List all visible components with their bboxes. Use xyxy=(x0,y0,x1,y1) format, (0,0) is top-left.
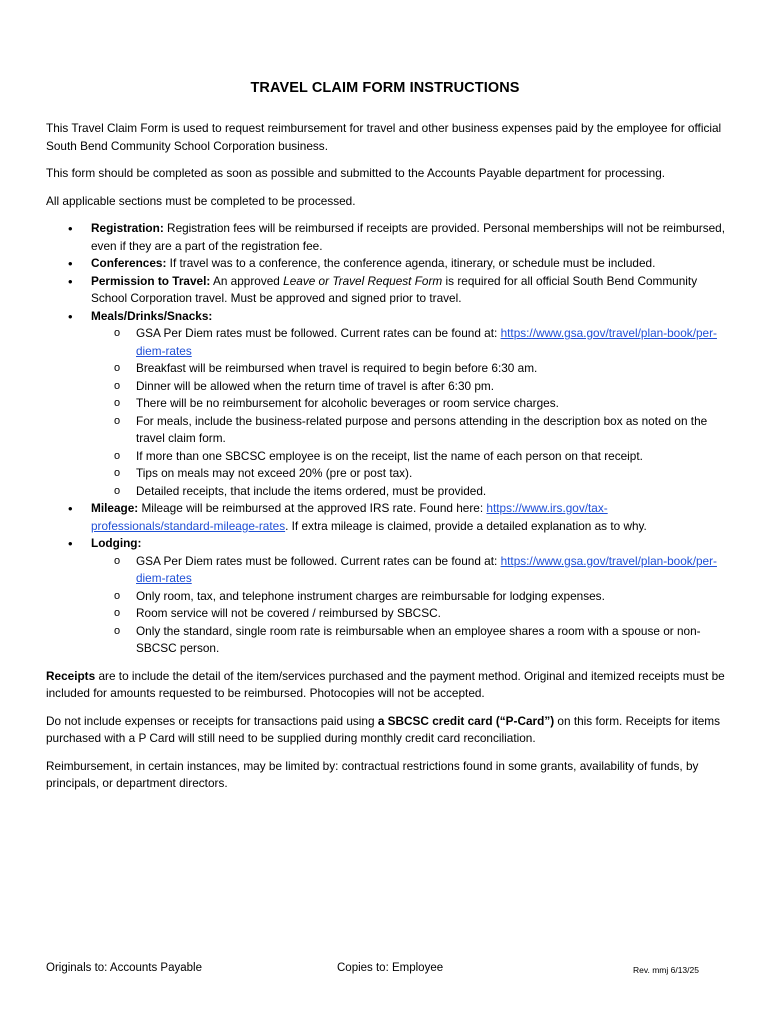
meals-subitem: o Tips on meals may not exceed 20% (pre or post tax). xyxy=(91,465,726,483)
registration-text: Registration fees will be reimbursed if receipts are provided. Personal memberships will not be reimbursed, even if they are a part of the registration fee. xyxy=(91,221,726,253)
intro-paragraph-2: This form should be completed as soon as possible and submitted to the Accounts Payable department for processing. xyxy=(46,166,666,180)
meals-subitem: o Breakfast will be reimbursed when travel is required to begin before 6:30 am. xyxy=(91,360,726,378)
meals-sublist xyxy=(91,325,726,500)
mileage-label: Mileage: xyxy=(91,501,139,515)
registration-label: Registration: xyxy=(91,221,164,235)
lodging-label: Lodging: xyxy=(91,536,142,550)
leave-request-form-name: Leave or Travel Request Form xyxy=(283,273,443,288)
pcard-bold: a SBCSC credit card (“P-Card”) xyxy=(377,713,555,728)
requirements-list xyxy=(46,220,726,658)
pcard-text-after: on this form. Receipts for items purchased with a P Card will still need to be supplied during monthly credit card reconciliation. xyxy=(46,713,721,745)
intro-paragraph-1: This Travel Claim Form is used to request reimbursement for travel and other business expenses paid by the employee for official South Bend Community School Corporation business. xyxy=(46,121,722,153)
irs-mileage-link[interactable]: https://www.irs.gov/tax-professionals/standard-mileage-rates xyxy=(91,501,608,533)
lodging-subitem: o Only room, tax, and telephone instrument charges are reimbursable for lodging expenses. xyxy=(91,588,726,606)
meals-subitem: o Detailed receipts, that include the items ordered, must be provided. xyxy=(91,483,726,501)
page-title: TRAVEL CLAIM FORM INSTRUCTIONS xyxy=(250,80,520,96)
meals-item xyxy=(46,308,726,501)
meals-label: Meals/Drinks/Snacks: xyxy=(91,308,213,323)
lodging-sublist xyxy=(91,553,726,658)
permission-text-before: An approved xyxy=(210,273,284,288)
footer-originals: Originals to: Accounts Payable xyxy=(46,962,202,974)
lodging-subitem: o Room service will not be covered / reimbursed by SBCSC. xyxy=(91,605,726,623)
registration-item xyxy=(46,220,726,255)
conferences-label: Conferences: xyxy=(91,256,167,270)
meals-subitem: o There will be no reimbursement for alcoholic beverages or room service charges. xyxy=(91,395,726,413)
receipts-paragraph xyxy=(46,668,726,703)
pcard-paragraph xyxy=(46,713,726,748)
permission-text-after: is required for all official South Bend Community School Corporation travel. Must be approved and signed prior to travel. xyxy=(91,273,698,305)
meals-gsa-item xyxy=(91,325,726,360)
conferences-item xyxy=(46,255,726,273)
permission-item xyxy=(46,273,726,308)
receipts-text: are to include the detail of the item/services purchased and the payment method. Original and itemized receipts must be included for amounts requested to be reimbursed. Photocopies will not be accepted. xyxy=(46,668,725,700)
lodging-item xyxy=(46,535,726,658)
meals-subitem: o Dinner will be allowed when the return time of travel is after 6:30 pm. xyxy=(91,378,726,396)
lodging-gsa-text: GSA Per Diem rates must be followed. Current rates can be found at: xyxy=(136,553,501,568)
meals-subitem: o For meals, include the business-related purpose and persons attending in the description box as noted on the travel claim form. xyxy=(91,413,726,448)
mileage-text-before: Mileage will be reimbursed at the approved IRS rate. Found here: xyxy=(138,501,487,515)
receipts-label: Receipts xyxy=(46,668,96,683)
intro-paragraph-3: All applicable sections must be completed to be processed. xyxy=(46,193,356,208)
meals-gsa-link[interactable]: https://www.gsa.gov/travel/plan-book/per-diem-rates xyxy=(136,326,717,358)
lodging-gsa-link[interactable]: https://www.gsa.gov/travel/plan-book/per-diem-rates xyxy=(136,553,717,585)
pcard-text-before: Do not include expenses or receipts for transactions paid using xyxy=(46,713,378,728)
lodging-subitem: o Only the standard, single room rate is reimbursable when an employee shares a room with a spouse or non-SBCSC person. xyxy=(91,623,726,658)
mileage-text-after: . If extra mileage is claimed, provide a detailed explanation as to why. xyxy=(285,518,647,533)
footer-revision: Rev. mmj 6/13/25 xyxy=(633,965,699,975)
permission-label: Permission to Travel: xyxy=(91,273,211,288)
meals-subitem: o If more than one SBCSC employee is on the receipt, list the name of each person on that receipt. xyxy=(91,448,726,466)
footer-copies: Copies to: Employee xyxy=(337,962,444,974)
lodging-gsa-item xyxy=(91,553,726,588)
conferences-text: If travel was to a conference, the conference agenda, itinerary, or schedule must be included. xyxy=(166,256,656,270)
meals-gsa-text: GSA Per Diem rates must be followed. Current rates can be found at: xyxy=(136,326,501,340)
limits-paragraph: Reimbursement, in certain instances, may be limited by: contractual restrictions found in some grants, availability of funds, by principals, or department directors. xyxy=(46,758,699,790)
mileage-item xyxy=(46,500,726,535)
instructions-body xyxy=(46,120,726,803)
